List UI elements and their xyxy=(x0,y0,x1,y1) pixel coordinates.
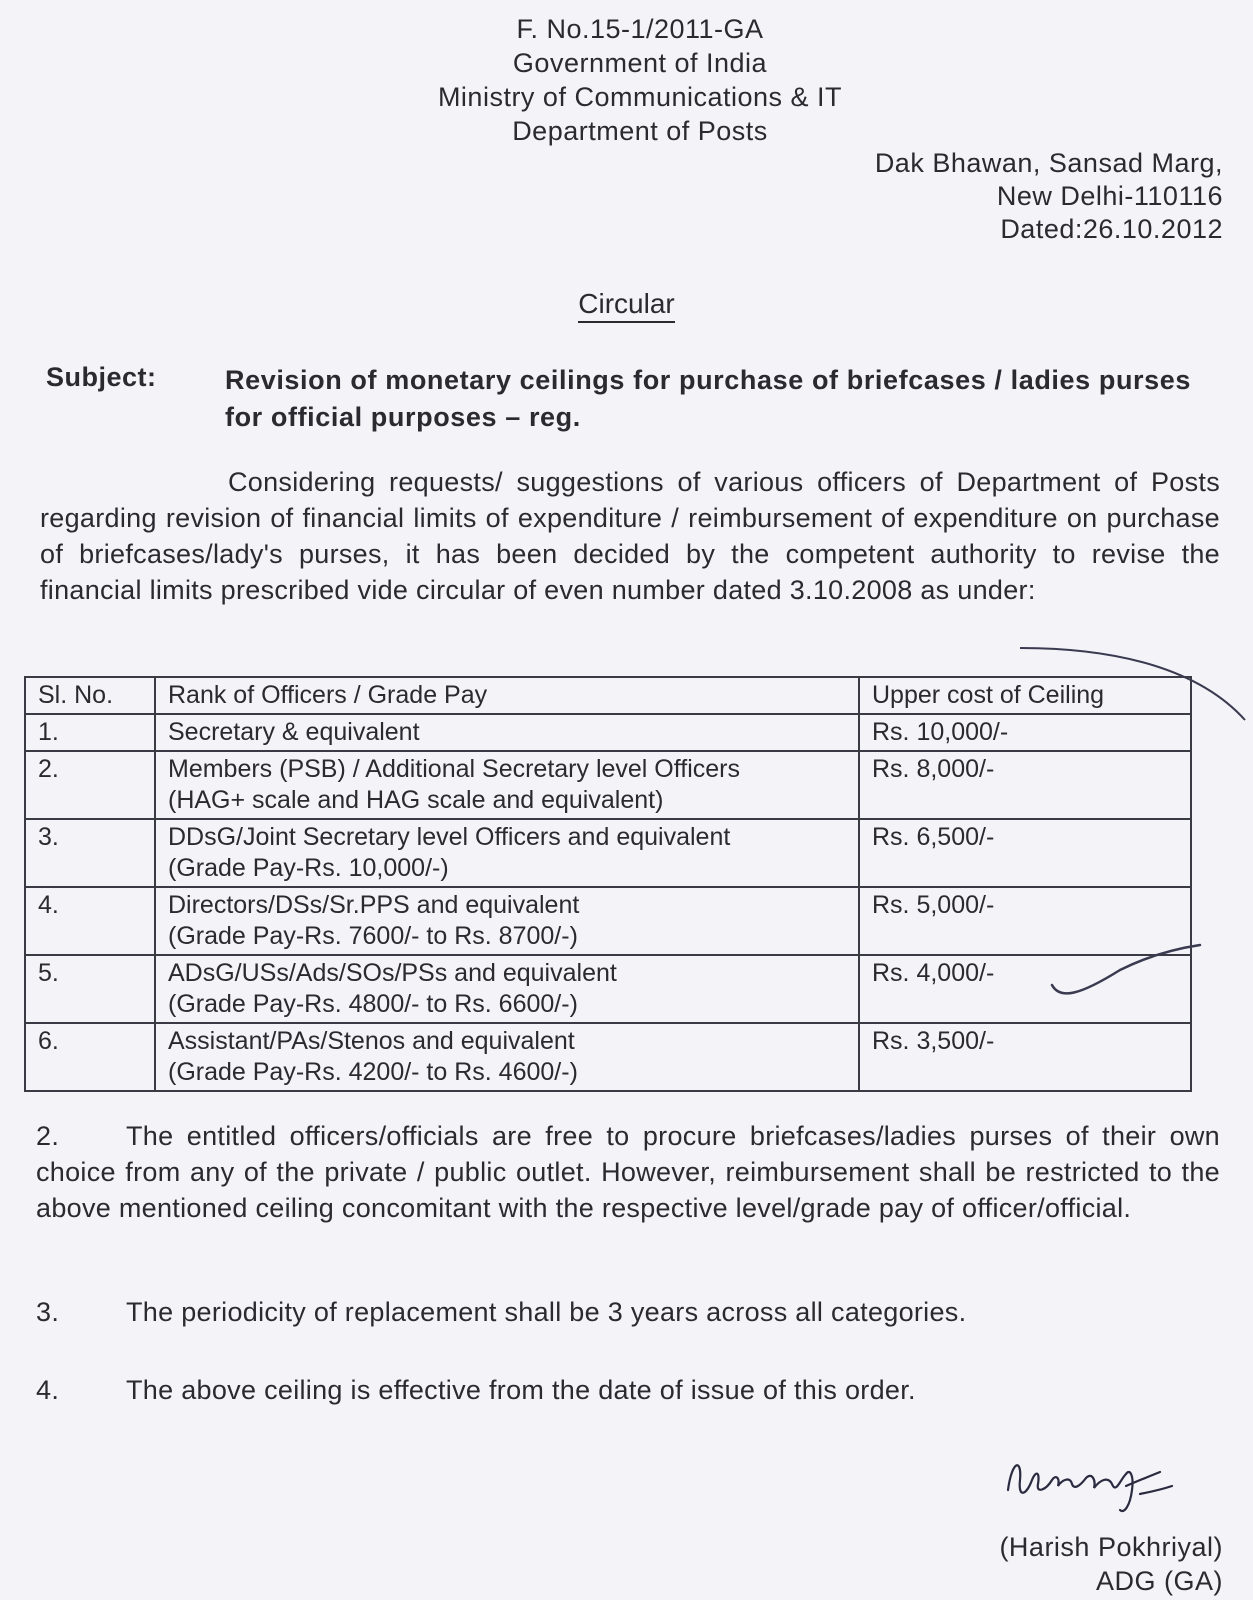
date-line: Dated:26.10.2012 xyxy=(1000,214,1223,244)
row-rank: Members (PSB) / Additional Secretary level Officers (HAG+ scale and HAG scale and equivalent) xyxy=(155,751,859,819)
file-number: F. No.15-1/2011-GA xyxy=(516,14,764,44)
government-name: Government of India xyxy=(512,48,768,78)
department-name: Department of Posts xyxy=(512,116,768,146)
table-row xyxy=(25,819,1191,887)
header-ceiling: Upper cost of Ceiling xyxy=(859,677,1191,714)
paragraph-number: 3. xyxy=(36,1297,60,1327)
row-ceiling: Rs. 8,000/- xyxy=(859,751,1191,819)
address-line-2: New Delhi-110116 xyxy=(996,181,1223,211)
table-row xyxy=(25,887,1191,955)
address-line-1: Dak Bhawan, Sansad Marg, xyxy=(874,148,1223,178)
table-header-row xyxy=(25,677,1191,714)
paragraph-3 xyxy=(36,1294,1220,1330)
intro-paragraph: Considering requests/ suggestions of various officers of Department of Posts regarding revision of financial limits of expenditure / reimbursement of expenditure on purchase of briefcases/lady's purses, it has been decided by the competent authority to revise the financial limits prescribed vide circular of even number dated 3.10.2008 as under: xyxy=(40,467,1220,605)
row-ceiling: Rs. 10,000/- xyxy=(859,714,1191,751)
row-ceiling: Rs. 5,000/- xyxy=(859,887,1191,955)
paragraph-2 xyxy=(36,1118,1220,1226)
row-rank: Assistant/PAs/Stenos and equivalent (Grade Pay-Rs. 4200/- to Rs. 4600/-) xyxy=(155,1023,859,1091)
document-title: Circular xyxy=(0,288,1253,320)
row-number: 1. xyxy=(25,714,155,751)
row-ceiling: Rs. 6,500/- xyxy=(859,819,1191,887)
header-rank: Rank of Officers / Grade Pay xyxy=(155,677,859,714)
row-number: 6. xyxy=(25,1023,155,1091)
paragraph-4 xyxy=(36,1372,1220,1408)
paragraph-number: 2. xyxy=(36,1121,60,1151)
table-row xyxy=(25,955,1191,1023)
table-row xyxy=(25,751,1191,819)
signatory-designation: ADG (GA) xyxy=(1095,1566,1223,1596)
row-rank: Secretary & equivalent xyxy=(155,714,859,751)
paragraph-text: The entitled officers/officials are free to procure briefcases/ladies purses of their own choice from any of the private / public outlet. However, reimbursement shall be restricted to the above mentioned ceiling concomitant with the respective level/grade pay of officer/official. xyxy=(36,1121,1220,1223)
row-rank: ADsG/USs/Ads/SOs/PSs and equivalent (Grade Pay-Rs. 4800/- to Rs. 6600/-) xyxy=(155,955,859,1023)
subject-text: Revision of monetary ceilings for purchase of briefcases / ladies purses for official purposes – reg. xyxy=(225,365,1192,432)
paragraph-text: The periodicity of replacement shall be 3 years across all categories. xyxy=(126,1297,967,1327)
row-ceiling: Rs. 3,500/- xyxy=(859,1023,1191,1091)
subject-label: Subject: xyxy=(46,362,157,392)
handwritten-signature xyxy=(1000,1450,1180,1520)
ministry-name: Ministry of Communications & IT xyxy=(437,82,843,112)
row-rank: DDsG/Joint Secretary level Officers and equivalent (Grade Pay-Rs. 10,000/-) xyxy=(155,819,859,887)
ceiling-table xyxy=(24,676,1192,1092)
signatory-name: (Harish Pokhriyal) xyxy=(999,1532,1223,1562)
paragraph-number: 4. xyxy=(36,1375,60,1405)
row-rank: Directors/DSs/Sr.PPS and equivalent (Grade Pay-Rs. 7600/- to Rs. 8700/-) xyxy=(155,887,859,955)
row-number: 2. xyxy=(25,751,155,819)
header-sl-no: Sl. No. xyxy=(25,677,155,714)
row-ceiling: Rs. 4,000/- xyxy=(859,955,1191,1023)
paragraph-text: The above ceiling is effective from the date of issue of this order. xyxy=(126,1375,916,1405)
row-number: 5. xyxy=(25,955,155,1023)
table-row xyxy=(25,714,1191,751)
row-number: 4. xyxy=(25,887,155,955)
row-number: 3. xyxy=(25,819,155,887)
table-row xyxy=(25,1023,1191,1091)
